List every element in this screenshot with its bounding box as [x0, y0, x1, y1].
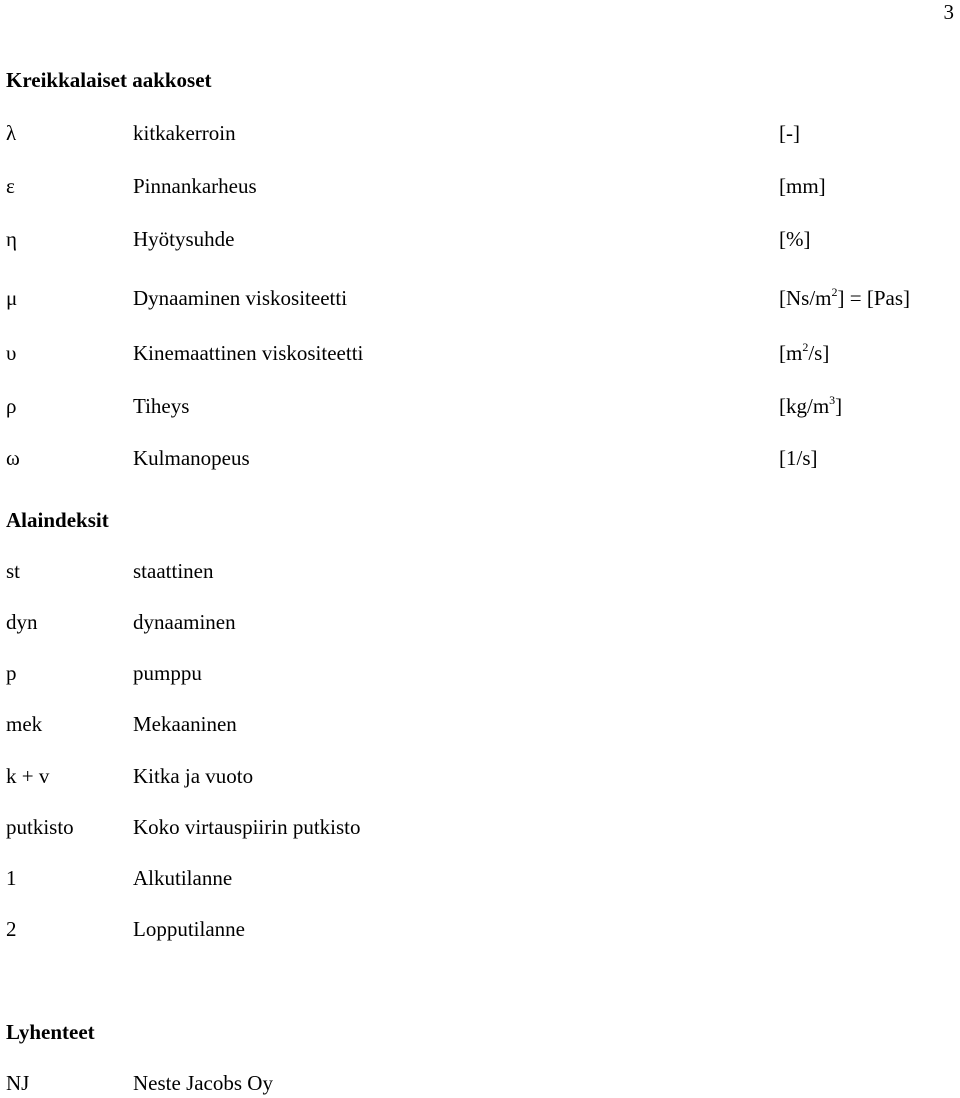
description: Kulmanopeus — [133, 446, 250, 470]
description: Pinnankarheus — [133, 174, 257, 198]
symbol: ε — [6, 174, 15, 198]
symbol: p — [6, 661, 17, 685]
description: staattinen — [133, 559, 214, 583]
description: dynaaminen — [133, 610, 236, 634]
description: Koko virtauspiirin putkisto — [133, 815, 361, 839]
symbol: st — [6, 559, 21, 583]
unit: [%] — [779, 227, 811, 251]
symbol: 2 — [6, 917, 17, 941]
unit-exponent: 2 — [831, 285, 838, 299]
unit: [1/s] — [779, 446, 818, 470]
symbol: 1 — [6, 866, 17, 890]
symbol: mek — [6, 712, 43, 736]
symbol: dyn — [6, 610, 38, 634]
subscripts-heading: Alaindeksit — [6, 508, 109, 532]
unit-prefix: [kg/m — [779, 394, 830, 418]
unit-suffix: ] — [835, 394, 843, 418]
symbol: λ — [6, 121, 17, 145]
symbol: υ — [6, 341, 17, 365]
page-number: 3 — [943, 0, 954, 24]
description: Kinemaattinen viskositeetti — [133, 341, 364, 365]
description: Dynaaminen viskositeetti — [133, 286, 348, 310]
unit-prefix: [Ns/m — [779, 286, 832, 310]
unit — [779, 340, 830, 365]
unit-exponent: 2 — [802, 340, 809, 354]
unit-prefix: [m — [779, 341, 803, 365]
description: Alkutilanne — [133, 866, 233, 890]
description: Lopputilanne — [133, 917, 245, 941]
description: Hyötysuhde — [133, 227, 235, 251]
unit — [779, 393, 843, 418]
symbol: k + v — [6, 764, 50, 788]
symbol: μ — [6, 286, 18, 310]
abbreviations-heading: Lyhenteet — [6, 1020, 95, 1044]
symbol: ω — [6, 446, 20, 470]
symbol: ρ — [6, 394, 17, 418]
unit: [-] — [779, 121, 800, 145]
symbol: η — [6, 227, 17, 251]
unit-exponent: 3 — [829, 393, 836, 407]
symbol: putkisto — [6, 815, 74, 839]
unit: [mm] — [779, 174, 826, 198]
description: pumppu — [133, 661, 202, 685]
description: Mekaaninen — [133, 712, 237, 736]
description: Tiheys — [133, 394, 190, 418]
description: Neste Jacobs Oy — [133, 1071, 273, 1095]
symbol: NJ — [6, 1071, 30, 1095]
unit-suffix: /s] — [808, 341, 830, 365]
unit — [779, 285, 910, 310]
description: kitkakerroin — [133, 121, 236, 145]
unit-suffix: ] = [Pas] — [837, 286, 910, 310]
description: Kitka ja vuoto — [133, 764, 254, 788]
greek-letters-heading: Kreikkalaiset aakkoset — [6, 68, 212, 92]
